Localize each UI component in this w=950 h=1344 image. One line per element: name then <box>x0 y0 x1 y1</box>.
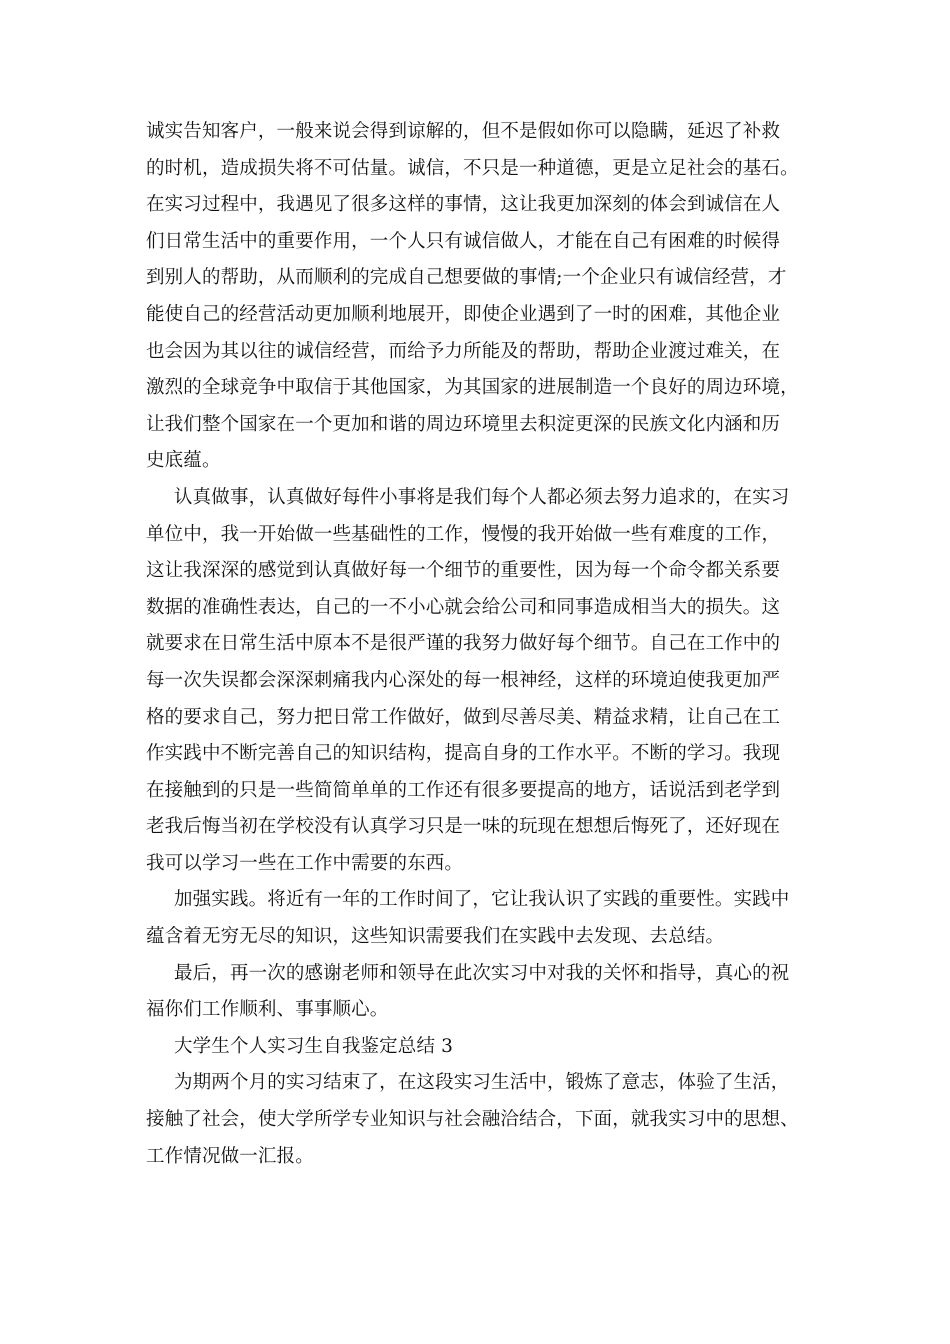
text-line: 大学生个人实习生自我鉴定总结 3 <box>174 1035 454 1057</box>
text-line: 这让我深深的感觉到认真做好每一个细节的重要性，因为每一个命令都关系要 <box>146 560 781 582</box>
text-line: 格的要求自己，努力把日常工作做好，做到尽善尽美、精益求精，让自己在工 <box>146 706 781 728</box>
text-line: 最后，再一次的感谢老师和领导在此次实习中对我的关怀和指导，真心的祝 <box>174 962 790 984</box>
text-line: 蕴含着无穷无尽的知识，这些知识需要我们在实践中去发现、去总结。 <box>146 926 725 948</box>
text-line: 为期两个月的实习结束了，在这段实习生活中，锻炼了意志，体验了生活， <box>174 1072 790 1094</box>
text-line: 们日常生活中的重要作用，一个人只有诚信做人，才能在自己有困难的时候得 <box>146 230 781 252</box>
text-line: 接触了社会，使大学所学专业知识与社会融洽结合，下面，就我实习中的思想、 <box>146 1109 799 1131</box>
document-page <box>146 114 810 1175</box>
text-line: 在实习过程中，我遇见了很多这样的事情，这让我更加深刻的体会到诚信在人 <box>146 194 781 216</box>
text-line: 到别人的帮助，从而顺利的完成自己想要做的事情;一个企业只有诚信经营，才 <box>146 267 787 289</box>
text-line: 加强实践。将近有一年的工作时间了，它让我认识了实践的重要性。实践中 <box>174 889 790 911</box>
text-line: 数据的准确性表达，自己的一不小心就会给公司和同事造成相当大的损失。这 <box>146 596 781 618</box>
text-line: 作实践中不断完善自己的知识结构，提高自身的工作水平。不断的学习。我现 <box>146 743 781 765</box>
text-line: 也会因为其以往的诚信经营，而给予力所能及的帮助，帮助企业渡过难关，在 <box>146 340 781 362</box>
text-line: 史底蕴。 <box>146 450 221 472</box>
text-line: 工作情况做一汇报。 <box>146 1145 314 1167</box>
text-line: 诚实告知客户，一般来说会得到谅解的，但不是假如你可以隐瞒，延迟了补救 <box>146 121 781 142</box>
text-line: 福你们工作顺利、事事顺心。 <box>146 999 389 1021</box>
text-line: 就要求在日常生活中原本不是很严谨的我努力做好每个细节。自己在工作中的 <box>146 633 781 655</box>
text-line: 每一次失误都会深深刺痛我内心深处的每一根神经，这样的环境迫使我更加严 <box>146 669 781 691</box>
text-line: 认真做事，认真做好每件小事将是我们每个人都必须去努力追求的，在实习 <box>174 486 790 508</box>
text-line: 单位中，我一开始做一些基础性的工作，慢慢的我开始做一些有难度的工作， <box>146 523 781 545</box>
text-line: 老我后悔当初在学校没有认真学习只是一味的玩现在想想后悔死了，还好现在 <box>146 816 781 838</box>
text-line: 让我们整个国家在一个更加和谐的周边环境里去积淀更深的民族文化内涵和历 <box>146 413 781 435</box>
text-line: 能使自己的经营活动更加顺利地展开，即使企业遇到了一时的困难，其他企业 <box>146 303 781 325</box>
text-line: 激烈的全球竞争中取信于其他国家，为其国家的进展制造一个良好的周边环境， <box>146 377 799 399</box>
text-line: 在接触到的只是一些简简单单的工作还有很多要提高的地方，话说活到老学到 <box>146 779 781 801</box>
text-line: 的时机，造成损失将不可估量。诚信，不只是一种道德，更是立足社会的基石。 <box>146 157 799 179</box>
text-line: 我可以学习一些在工作中需要的东西。 <box>146 852 464 874</box>
